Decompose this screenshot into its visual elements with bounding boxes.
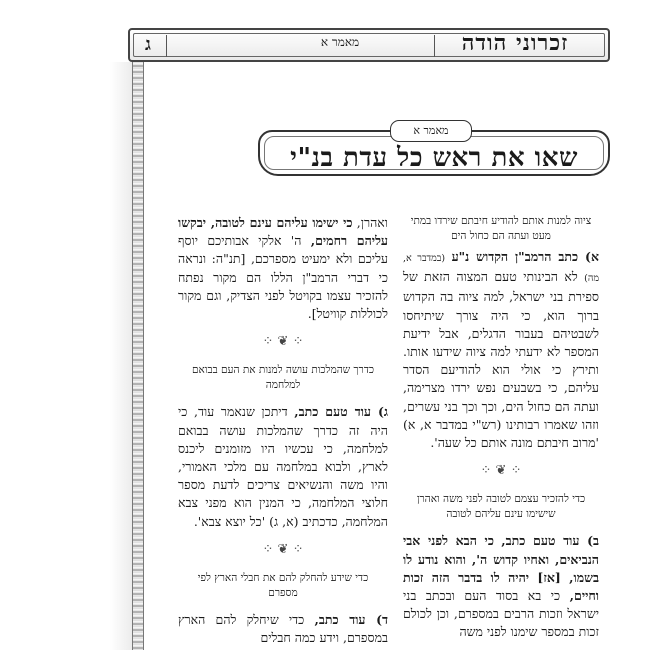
section-heading: כדי להזכיר עצמם לטובה לפני משה ואהרן שישימו עינם עליהם לטובה <box>416 493 586 521</box>
page-number: ג <box>145 34 151 55</box>
paragraph-bold-text: כי ישימו עליהם עינם לטובה, יבקשו עליהם רחמים, <box>178 215 388 249</box>
paragraph-text: לא הבינותי טעם המצוה הזאת של ספירת בני ישראל, למה ציוה בה הקדוש ברוך הוא, כי היה צורך שיתיחסו לשבטיהם בעבור הדגלים, אבל ידיעת המספר לא ידעתי למה ציוה שידעו אותו. ותירץ כי אולי הוא להודיעם הסדר עליהם, כי בשבעים נפש ירדו מצרימה, ועתה הם כחול הים, וכך וכך בני עשרים, וזהו שאמרו רבותינו (רש"י במדבר א, א) 'מרוב חיבתם מונה אותם כל שעה'. <box>403 269 599 451</box>
side-shadow <box>110 62 132 650</box>
title-chapter-label: מאמר א <box>390 120 472 142</box>
paragraph-4 <box>178 611 388 647</box>
source-reference: (במדבר א, מה) <box>403 253 599 285</box>
paragraph-lead: א) כתב הרמב"ן הקדוש נ"ע <box>451 249 599 264</box>
paragraph-2 <box>403 532 599 641</box>
ornament-divider: ⁘ ❦ ⁘ <box>262 334 304 350</box>
ornament-divider: ⁘ ❦ ⁘ <box>262 541 304 557</box>
header-chapter: מאמר א <box>320 35 360 49</box>
header-book-title: זכרוני הודה <box>461 30 569 56</box>
paragraph-lead: ג) עוד טעם כתב, <box>294 404 388 420</box>
section-heading: ציוה למנות אותם להודיע חיבתם שירדו במתי מעט ועתה הם כחול הים <box>410 215 592 242</box>
section-heading: כדי שידע להחלק להם את חבלי הארץ לפי מספרם <box>197 572 369 600</box>
paragraph-continued <box>178 214 388 323</box>
paragraph-text: כי בא בסוד העם ובכתב בני ישראל וזכות הרבים במספרם, וכן לכולם זכות במספר שימנו לפני משה <box>403 588 599 640</box>
section-heading: כדרך שהמלכות עושה למנות את העם בבואם למלחמה <box>192 364 374 392</box>
paragraph-text: ואהרן, <box>356 215 388 230</box>
header-divider <box>434 35 435 57</box>
paragraph-3 <box>178 403 388 530</box>
right-column <box>403 214 599 642</box>
left-column <box>178 214 388 647</box>
paragraph-1 <box>403 248 599 452</box>
decorative-side-border <box>132 62 144 650</box>
paragraph-bold-text: כי הבא לפני אבי הנביאים, ואחיו קדוש ה', והוא נודע לו בשמו, [אז] יהיה לו בדבר הזה זכות וחיים, <box>403 533 599 604</box>
paragraph-lead: ב) עוד טעם כתב, <box>501 533 600 549</box>
header-divider <box>166 35 167 57</box>
paragraph-text: דיתכן שנאמר עוד, כי היה זה כדרך שהמלכות עושה בבואם למלחמה, כי עכשיו היו מזומנים ליכנס לארץ, ולבוא במלחמה עם מלכי האמורי, והיו משה והנשיאים צריכים לדעת מספר חלוצי המלחמה, כי המנין הוא מפני צבא המלחמה, כדכתיב (א, ג) 'כל יוצא צבא'. <box>178 404 388 529</box>
paragraph-lead: ד) עוד כתב, <box>314 612 388 628</box>
ornament-divider: ⁘ ❦ ⁘ <box>480 463 522 479</box>
paragraph-text: ה' אלקי אבותיכם יוסף עליכם ולא ימעיט מספרכם, [תנ"ה: ונראה כי דברי הרמב"ן הללו הם מקור נפתח להזכיר עצמו בקויטל לפני הצדיק, וגם מקור לכוללות קוויטל]. <box>178 233 388 322</box>
main-title: שאו את ראש כל עדת בנ"י <box>290 143 578 173</box>
paragraph-text: כדי שיחלק להם הארץ במספרם, וידע כמה חבלים <box>178 612 388 646</box>
